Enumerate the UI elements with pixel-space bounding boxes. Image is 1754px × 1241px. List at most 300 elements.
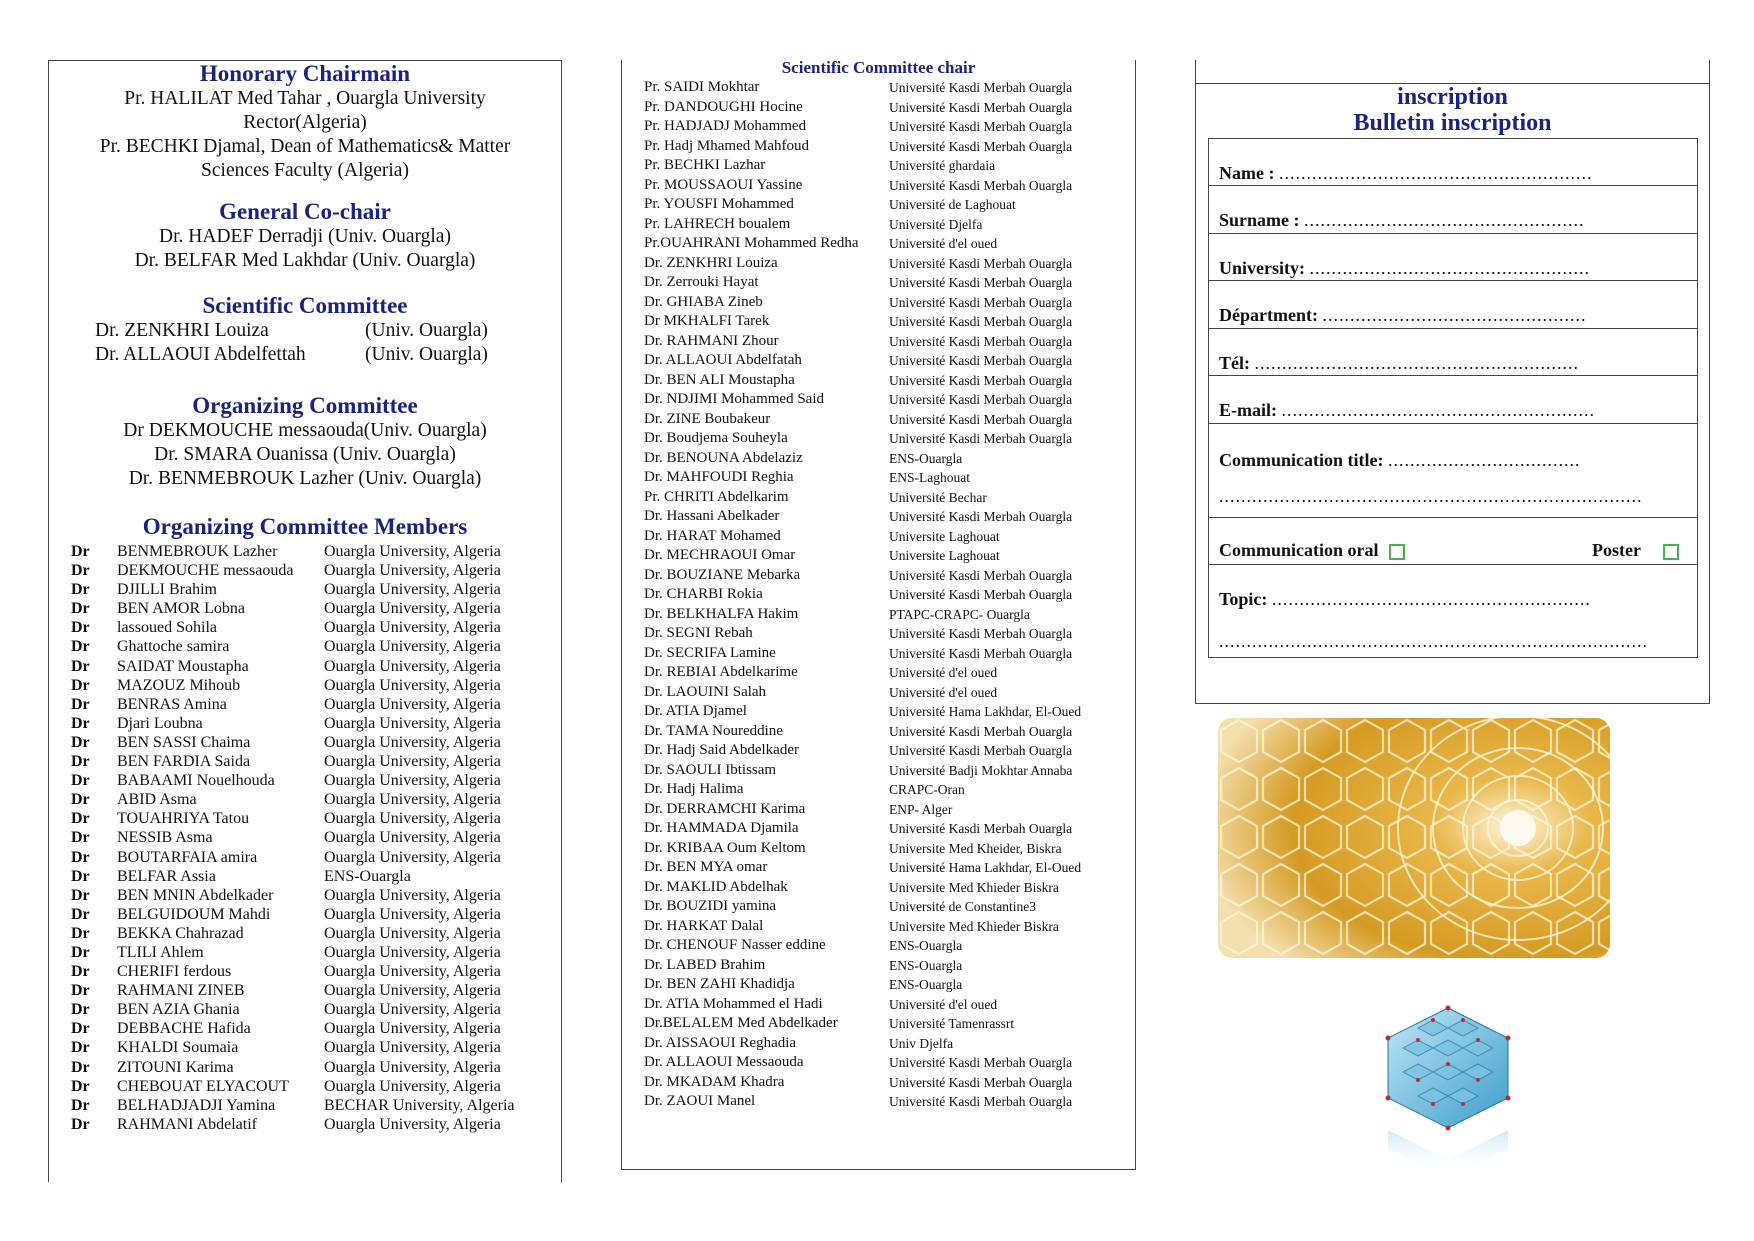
committee-row xyxy=(644,644,1119,664)
member-name: BEN MNIN Abdelkader xyxy=(117,886,274,904)
member-affiliation: Université Kasdi Merbah Ouargla xyxy=(889,372,1073,388)
committee-row xyxy=(644,566,1119,586)
member-name: Dr. Hadj Halima xyxy=(644,781,744,797)
member-title: Dr xyxy=(71,1001,90,1019)
member-affiliation: Université Badji Mokhtar Annaba xyxy=(889,762,1073,778)
member-affiliation: ENP- Alger xyxy=(889,801,953,817)
member-row xyxy=(71,1115,544,1134)
member-title: Dr xyxy=(71,581,90,599)
member-name: Dr. ZENKHRI Louiza xyxy=(95,320,269,341)
committee-row xyxy=(644,1053,1119,1073)
committee-row xyxy=(644,215,1119,235)
member-affiliation: Ouargla University, Algeria xyxy=(324,1039,501,1057)
member-name: Dr. HARAT Mohamed xyxy=(644,527,781,544)
committee-row xyxy=(644,878,1119,898)
member-row xyxy=(71,695,544,714)
member-affiliation: Université Kasdi Merbah Ouargla xyxy=(889,177,1073,193)
member-name: BELHADJADJI Yamina xyxy=(117,1096,276,1114)
member-name: Pr. DANDOUGHI Hocine xyxy=(644,98,803,115)
member-name: Dr. LAOUINI Salah xyxy=(644,683,767,700)
poster-label: Poster xyxy=(1592,540,1641,560)
member-name: Dr. ZAOUI Manel xyxy=(644,1093,756,1109)
member-name: Dr. SEGNI Rebah xyxy=(644,625,753,641)
member-row xyxy=(71,1000,544,1019)
member-title: Dr xyxy=(71,1058,90,1076)
member-title: Dr xyxy=(71,1115,90,1133)
member-title: Dr xyxy=(71,905,90,923)
member-title: Dr xyxy=(71,676,90,694)
member-affiliation: Université Kasdi Merbah Ouargla xyxy=(889,392,1073,407)
organizing-line: Dr. BENMEBROUK Lazher (Univ. Ouargla) xyxy=(128,468,482,489)
member-row xyxy=(71,962,544,981)
member-name: Dr. ALLAOUI Messaouda xyxy=(644,1054,804,1070)
member-title: Dr xyxy=(71,1020,90,1038)
committees-panel xyxy=(48,60,562,1182)
committee-row xyxy=(644,1092,1119,1112)
member-affiliation: Ouargla University, Algeria xyxy=(324,1058,501,1076)
member-affiliation: Ouargla University, Algeria xyxy=(324,714,501,732)
member-name: NESSIB Asma xyxy=(117,829,213,847)
member-name: Dr. ATIA Mohammed el Hadi xyxy=(644,995,823,1012)
member-name: Ghattoche samira xyxy=(117,638,230,656)
member-row xyxy=(71,1058,544,1077)
committee-row xyxy=(644,585,1119,605)
committee-row xyxy=(644,449,1119,469)
member-title: Dr xyxy=(71,619,90,637)
member-affiliation: Ouargla University, Algeria xyxy=(324,543,501,560)
member-name: Dr MKHALFI Tarek xyxy=(644,313,770,329)
email-field[interactable]: E-mail: ......................................................... xyxy=(1209,376,1697,424)
registration-form xyxy=(1208,138,1698,658)
member-name: BEN AMOR Lobna xyxy=(117,600,245,618)
member-name: Dr. BOUZIANE Mebarka xyxy=(644,566,801,583)
member-name: Dr. SECRIFA Lamine xyxy=(644,644,776,661)
member-affiliation: (Univ. Ouargla) xyxy=(365,344,488,365)
member-name: Dr. HAMMADA Djamila xyxy=(644,820,799,836)
member-affiliation: Universite Med Kheider, Biskra xyxy=(889,840,1062,856)
member-name: Dr. BEN ZAHI Khadidja xyxy=(644,976,795,992)
member-affiliation: ENS-Ouargla xyxy=(889,957,963,973)
member-affiliation: ENS-Ouargla xyxy=(324,867,411,885)
member-affiliation: Ouargla University, Algeria xyxy=(324,963,501,981)
committee-row xyxy=(644,1073,1119,1093)
member-affiliation: Ouargla University, Algeria xyxy=(324,581,501,599)
tel-label: Tél: xyxy=(1219,353,1250,373)
member-affiliation: ENS-Laghouat xyxy=(889,470,970,485)
organizing-line: Dr DEKMOUCHE messaouda(Univ. Ouargla) xyxy=(123,420,487,441)
nanotube-image xyxy=(1218,718,1610,958)
member-name: Djari Loubna xyxy=(117,714,203,732)
member-row xyxy=(71,1019,544,1038)
member-affiliation: Université Tamenrassrt xyxy=(889,1016,1015,1031)
member-affiliation: Universite Med Khieder Biskra xyxy=(889,918,1059,934)
member-title: Dr xyxy=(71,943,90,961)
committee-row xyxy=(644,410,1119,430)
member-row xyxy=(71,924,544,943)
member-affiliation: Ouargla University, Algeria xyxy=(324,829,501,847)
member-name: Dr. MAKLID Abdelhak xyxy=(644,878,788,895)
member-row xyxy=(71,981,544,1000)
member-affiliation: ENS-Ouargla xyxy=(889,977,963,992)
scientific-committee-title: Scientific Committee xyxy=(202,293,408,318)
member-row xyxy=(71,905,544,924)
committee-row xyxy=(644,917,1119,937)
committee-row xyxy=(644,975,1119,995)
member-name: BELFAR Assia xyxy=(117,867,216,885)
member-name: Dr. ALLAOUI Abdelfettah xyxy=(95,344,306,365)
committee-row xyxy=(644,839,1119,859)
committee-row xyxy=(644,312,1119,332)
member-affiliation: Universite Laghouat xyxy=(889,528,1000,544)
member-name: BELGUIDOUM Mahdi xyxy=(117,905,271,923)
member-name: RAHMANI ZINEB xyxy=(117,982,245,1000)
member-name: Dr. GHIABA Zineb xyxy=(644,293,763,310)
member-affiliation: ENS-Ouargla xyxy=(889,450,963,466)
committee-row xyxy=(644,390,1119,410)
member-affiliation: Université Kasdi Merbah Ouargla xyxy=(889,333,1073,349)
member-name: BEKKA Chahrazad xyxy=(117,924,244,942)
member-title: Dr xyxy=(71,924,90,942)
committee-row xyxy=(644,761,1119,781)
committee-row xyxy=(644,429,1119,449)
member-affiliation: (Univ. Ouargla) xyxy=(365,320,488,341)
committee-row xyxy=(644,722,1119,742)
member-affiliation: Université Kasdi Merbah Ouargla xyxy=(889,1094,1073,1109)
member-affiliation: Université Kasdi Merbah Ouargla xyxy=(889,509,1073,524)
member-row xyxy=(71,618,544,637)
member-affiliation: Université Kasdi Merbah Ouargla xyxy=(889,314,1073,329)
scientific-chair-panel xyxy=(621,60,1136,1170)
member-affiliation: Université Kasdi Merbah Ouargla xyxy=(889,353,1073,368)
member-name: MAZOUZ Mihoub xyxy=(117,676,241,694)
member-title: Dr xyxy=(71,600,90,618)
member-name: Dr. MKADAM Khadra xyxy=(644,1073,785,1090)
member-affiliation: Universite Laghouat xyxy=(889,548,1000,563)
university-field[interactable]: University: ................................................... xyxy=(1209,234,1697,281)
member-title: Dr xyxy=(71,562,90,580)
member-name: Dr. AISSAOUI Reghadia xyxy=(644,1034,797,1051)
inscription-heading: inscription xyxy=(1397,84,1508,110)
member-name: ZITOUNI Karima xyxy=(117,1058,234,1076)
scientific-committee-row xyxy=(49,319,561,343)
committee-row xyxy=(644,78,1119,98)
committee-row xyxy=(644,956,1119,976)
member-affiliation: Ouargla University, Algeria xyxy=(324,943,501,961)
member-title: Dr xyxy=(71,848,90,866)
name-field[interactable]: Name : ......................................................... xyxy=(1209,139,1697,186)
member-name: DEKMOUCHE messaouda xyxy=(117,562,294,580)
communication-oral-checkbox[interactable] xyxy=(1389,544,1405,560)
member-name: Dr. REBIAI Abdelkarime xyxy=(644,664,798,680)
committee-row xyxy=(644,780,1119,800)
cochair-line: Dr. HADEF Derradji (Univ. Ouargla) xyxy=(159,226,451,247)
member-title: Dr xyxy=(71,772,90,790)
member-name: BOUTARFAIA amira xyxy=(117,848,258,866)
member-affiliation: Ouargla University, Algeria xyxy=(324,733,501,751)
scientific-chair-title: Scientific Committee chair xyxy=(781,58,976,77)
committee-row xyxy=(644,254,1119,274)
member-name: TOUAHRIYA Tatou xyxy=(117,810,250,828)
member-name: Pr. YOUSFI Mohammed xyxy=(644,196,794,212)
member-name: Pr. Hadj Mhamed Mahfoud xyxy=(644,137,809,154)
committee-row xyxy=(644,468,1119,488)
committee-row xyxy=(644,273,1119,293)
member-affiliation: Université Bechar xyxy=(889,489,987,505)
member-row xyxy=(71,657,544,676)
member-name: lassoued Sohila xyxy=(117,619,217,637)
member-affiliation: Ouargla University, Algeria xyxy=(324,676,501,694)
member-name: Pr. LAHRECH boualem xyxy=(644,215,791,232)
member-affiliation: Université Kasdi Merbah Ouargla xyxy=(889,80,1073,95)
member-affiliation: Université d'el oued xyxy=(889,684,998,700)
committee-row xyxy=(644,371,1119,391)
committee-row xyxy=(644,176,1119,196)
general-cochair-title: General Co-chair xyxy=(219,199,391,224)
member-row xyxy=(71,637,544,656)
honorary-line: Pr. HALILAT Med Tahar , Ouargla University xyxy=(124,88,486,109)
member-name: Dr. KRIBAA Oum Keltom xyxy=(644,839,806,856)
member-affiliation: Université Hama Lakhdar, El-Oued xyxy=(889,704,1082,719)
committee-row xyxy=(644,195,1119,215)
member-affiliation: ENS-Ouargla xyxy=(889,938,963,953)
member-affiliation: Université Kasdi Merbah Ouargla xyxy=(889,723,1073,739)
member-affiliation: Ouargla University, Algeria xyxy=(324,562,501,580)
member-affiliation: Université d'el oued xyxy=(889,996,998,1012)
member-name: Dr. ZINE Boubakeur xyxy=(644,410,771,427)
member-row xyxy=(71,848,544,867)
committee-row xyxy=(644,156,1119,176)
committee-row xyxy=(644,488,1119,508)
committee-row xyxy=(644,98,1119,118)
member-name: TLILI Ahlem xyxy=(117,943,204,961)
organizing-members-title: Organizing Committee Members xyxy=(142,514,468,539)
member-title: Dr xyxy=(71,733,90,751)
member-affiliation: Ouargla University, Algeria xyxy=(324,695,501,713)
member-row xyxy=(71,561,544,580)
member-name: Dr. ZENKHRI Louiza xyxy=(644,254,778,271)
member-row xyxy=(71,542,544,561)
member-name: Dr. TAMA Noureddine xyxy=(644,722,783,739)
member-affiliation: BECHAR University, Algeria xyxy=(324,1096,515,1114)
organizing-members-list xyxy=(71,542,544,1134)
member-row xyxy=(71,828,544,847)
member-affiliation: Ouargla University, Algeria xyxy=(324,619,501,637)
email-label: E-mail: xyxy=(1219,400,1277,420)
name-label: Name : xyxy=(1219,163,1275,183)
member-name: Dr. CHARBI Rokia xyxy=(644,586,763,602)
bulletin-heading: Bulletin inscription xyxy=(1353,110,1552,136)
member-name: Pr. BECHKI Lazhar xyxy=(644,157,766,173)
committee-row xyxy=(644,683,1119,703)
surname-field[interactable]: Surname : ................................................... xyxy=(1209,186,1697,234)
member-row xyxy=(71,809,544,828)
member-affiliation: Ouargla University, Algeria xyxy=(324,1001,501,1019)
member-affiliation: CRAPC-Oran xyxy=(889,782,965,797)
organizing-committee-title: Organizing Committee xyxy=(192,393,418,418)
member-name: Dr. BOUZIDI yamina xyxy=(644,898,777,914)
member-affiliation: Université ghardaia xyxy=(889,158,996,173)
member-name: Dr. ALLAOUI Abdelfatah xyxy=(644,352,802,368)
member-affiliation: Ouargla University, Algeria xyxy=(324,791,501,809)
member-name: Dr. MAHFOUDI Reghia xyxy=(644,469,794,485)
honorary-line: Sciences Faculty (Algeria) xyxy=(201,160,409,181)
organizing-line: Dr. SMARA Ouanissa (Univ. Ouargla) xyxy=(154,444,456,465)
communication-type-row xyxy=(1209,518,1697,565)
department-field[interactable]: Départment: ................................................ xyxy=(1209,281,1697,329)
member-affiliation: Université Kasdi Merbah Ouargla xyxy=(889,431,1073,446)
member-affiliation: Ouargla University, Algeria xyxy=(324,982,501,1000)
committee-row xyxy=(644,546,1119,566)
member-row xyxy=(71,1077,544,1096)
member-affiliation: Ouargla University, Algeria xyxy=(324,924,501,942)
member-title: Dr xyxy=(71,714,90,732)
member-affiliation: Université Kasdi Merbah Ouargla xyxy=(889,587,1073,602)
committee-row xyxy=(644,527,1119,547)
committee-row xyxy=(644,332,1119,352)
member-title: Dr xyxy=(71,810,90,828)
member-name: Dr. ATIA Djamel xyxy=(644,703,747,719)
topic-label: Topic: xyxy=(1219,589,1268,609)
registration-title xyxy=(1196,84,1709,136)
committee-row xyxy=(644,507,1119,527)
member-row xyxy=(71,867,544,886)
member-affiliation: Ouargla University, Algeria xyxy=(324,905,501,923)
committee-row xyxy=(644,234,1119,254)
member-title: Dr xyxy=(71,753,90,771)
honorary-line: Rector(Algeria) xyxy=(243,112,367,133)
surname-label: Surname : xyxy=(1219,210,1300,230)
member-name: Dr. Boudjema Souheyla xyxy=(644,430,788,446)
scientific-chair-list xyxy=(644,78,1119,1112)
member-title: Dr xyxy=(71,638,90,656)
member-row xyxy=(71,771,544,790)
member-name: BEN SASSI Chaima xyxy=(117,733,251,751)
member-name: Dr. Hadj Said Abdelkader xyxy=(644,742,799,758)
member-affiliation: Université Djelfa xyxy=(889,216,983,232)
member-name: Dr. CHENOUF Nasser eddine xyxy=(644,937,826,953)
member-name: Dr. NDJIMI Mohammed Said xyxy=(644,391,824,407)
member-name: Dr. HARKAT Dalal xyxy=(644,917,764,934)
member-row xyxy=(71,580,544,599)
committee-row xyxy=(644,293,1119,313)
member-affiliation: Université Kasdi Merbah Ouargla xyxy=(889,743,1073,758)
member-affiliation: Université Kasdi Merbah Ouargla xyxy=(889,821,1073,836)
member-row xyxy=(71,676,544,695)
member-name: DJILLI Brahim xyxy=(117,581,217,599)
member-name: DEBBACHE Hafida xyxy=(117,1020,251,1038)
member-row xyxy=(71,790,544,809)
member-title: Dr xyxy=(71,1077,90,1095)
member-name: Dr. BELKHALFA Hakim xyxy=(644,605,799,622)
member-affiliation: Ouargla University, Algeria xyxy=(324,848,501,866)
honorary-chairman-title: Honorary Chairmain xyxy=(199,61,411,86)
member-title: Dr xyxy=(71,657,90,675)
member-row xyxy=(71,1038,544,1057)
member-affiliation: Ouargla University, Algeria xyxy=(324,1115,501,1133)
member-name: BENRAS Amina xyxy=(117,695,227,713)
member-affiliation: PTAPC-CRAPC- Ouargla xyxy=(889,606,1030,622)
member-name: KHALDI Soumaia xyxy=(117,1039,239,1057)
member-title: Dr xyxy=(71,886,90,904)
member-affiliation: Ouargla University, Algeria xyxy=(324,600,501,618)
committee-row xyxy=(644,137,1119,157)
member-title: Dr xyxy=(71,982,90,1000)
member-affiliation: Université Kasdi Merbah Ouargla xyxy=(889,294,1073,310)
topic-field[interactable]: Topic: .......................................................... .............................................................................. xyxy=(1219,589,1648,651)
member-affiliation: Université Kasdi Merbah Ouargla xyxy=(889,1055,1073,1070)
committee-row xyxy=(644,663,1119,683)
member-affiliation: Ouargla University, Algeria xyxy=(324,772,501,790)
member-title: Dr xyxy=(71,791,90,809)
member-affiliation: Ouargla University, Algeria xyxy=(324,753,501,771)
member-affiliation: Université Kasdi Merbah Ouargla xyxy=(889,119,1073,134)
crystal-structure-image xyxy=(1378,1000,1518,1175)
committee-row xyxy=(644,1014,1119,1034)
member-name: BEN FARDIA Saida xyxy=(117,753,251,771)
member-name: Dr.BELALEM Med Abdelkader xyxy=(644,1015,838,1031)
member-name: Dr. RAHMANI Zhour xyxy=(644,332,779,349)
member-name: Dr. SAOULI Ibtissam xyxy=(644,761,777,778)
committee-row xyxy=(644,741,1119,761)
member-name: Pr. HADJADJ Mohammed xyxy=(644,118,807,134)
member-affiliation: Université Kasdi Merbah Ouargla xyxy=(889,99,1073,115)
member-row xyxy=(71,714,544,733)
tel-field[interactable]: Tél: ........................................................... xyxy=(1209,329,1697,376)
member-affiliation: Université Kasdi Merbah Ouargla xyxy=(889,275,1073,290)
member-name: Pr. CHRITI Abdelkarim xyxy=(644,488,789,505)
member-affiliation: Ouargla University, Algeria xyxy=(324,1077,501,1095)
member-name: Dr. BEN MYA omar xyxy=(644,859,768,875)
committee-row xyxy=(644,702,1119,722)
member-name: BABAAMI Nouelhouda xyxy=(117,772,275,790)
communication-title-label: Communication title: xyxy=(1219,450,1384,470)
member-affiliation: Université de Constantine3 xyxy=(889,899,1036,914)
member-affiliation: Ouargla University, Algeria xyxy=(324,1020,501,1038)
committee-row xyxy=(644,624,1119,644)
member-name: SAIDAT Moustapha xyxy=(117,657,249,675)
member-affiliation: Université Kasdi Merbah Ouargla xyxy=(889,645,1073,661)
committee-row xyxy=(644,995,1119,1015)
member-name: Dr. Hassani Abelkader xyxy=(644,508,780,524)
member-name: RAHMANI Abdelatif xyxy=(117,1115,257,1133)
member-affiliation: Université de Laghouat xyxy=(889,197,1016,212)
university-label: University: xyxy=(1219,258,1305,278)
member-affiliation: Université Kasdi Merbah Ouargla xyxy=(889,1074,1073,1090)
member-affiliation: Ouargla University, Algeria xyxy=(324,638,501,656)
member-affiliation: Université d'el oued xyxy=(889,665,998,680)
member-name: Dr. Zerrouki Hayat xyxy=(644,274,759,290)
member-name: Dr. BEN ALI Moustapha xyxy=(644,371,795,388)
committee-row xyxy=(644,351,1119,371)
member-name: BEN AZIA Ghania xyxy=(117,1001,240,1019)
member-row xyxy=(71,943,544,962)
member-affiliation: Ouargla University, Algeria xyxy=(324,810,501,828)
committee-row xyxy=(644,117,1119,137)
member-affiliation: Université d'el oued xyxy=(889,236,998,251)
member-affiliation: Université Kasdi Merbah Ouargla xyxy=(889,255,1073,271)
department-label: Départment: xyxy=(1219,305,1318,325)
member-name: Dr. MECHRAOUI Omar xyxy=(644,547,796,563)
poster-checkbox[interactable] xyxy=(1663,544,1679,560)
communication-title-field[interactable]: Communication title: ................................... ............................................................................. xyxy=(1209,424,1697,518)
committee-row xyxy=(644,819,1119,839)
member-affiliation: Université Kasdi Merbah Ouargla xyxy=(889,411,1073,427)
honorary-line: Pr. BECHKI Djamal, Dean of Mathematics& Matter xyxy=(99,136,511,157)
member-title: Dr xyxy=(71,867,90,885)
member-affiliation: Université Kasdi Merbah Ouargla xyxy=(889,138,1073,154)
member-title: Dr xyxy=(71,695,90,713)
committee-row xyxy=(644,897,1119,917)
